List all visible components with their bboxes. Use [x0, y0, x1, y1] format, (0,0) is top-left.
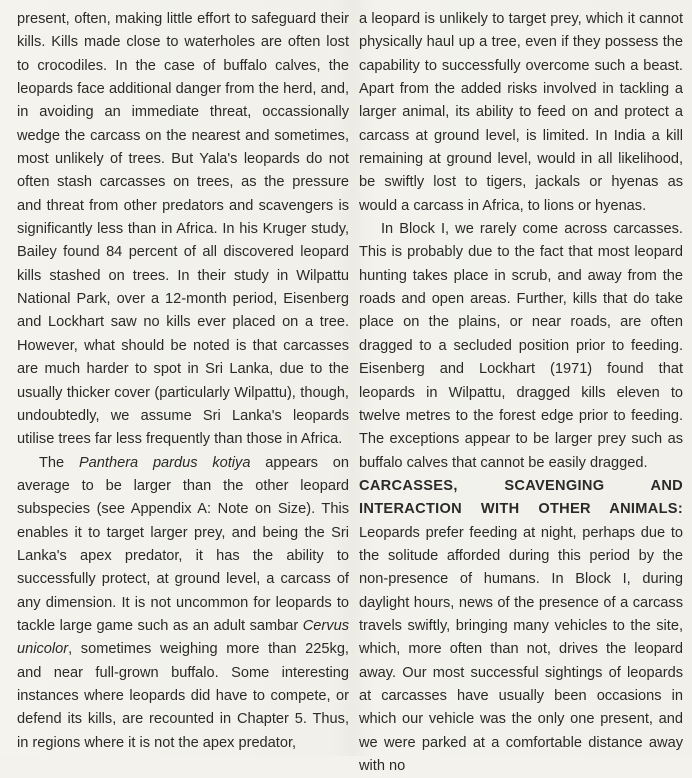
right-paragraph-2: In Block I, we rarely come across carcasses. This is probably due to the fact that most leopard hunting takes place in scrub, and away from the roads and open areas. Further, kills that do take place on the plains, or near roads, are often dragged to a secluded position prior to feeding. Eisenberg and Lockhart (1971) found that leopards in Wilpattu, dragged kills eleven to twelve metres to the forest edge prior to feeding. The exceptions appear to be larger prey such as buffalo calves that cannot be easily dragged. [359, 221, 683, 471]
section-heading: CARCASSES, SCAVENGING AND INTERACTION WITH OTHER ANIMALS: [359, 477, 683, 518]
right-column [359, 8, 683, 778]
left-column [17, 8, 349, 755]
right-paragraph-3-body: Leopards prefer feeding at night, perhaps due to the solitude afforded during this period by the non-presence of humans. In Block I, during daylight hours, news of the presence of a carcass travels swiftly, bringing many vehicles to the site, which, more often than not, drives the leopard away. Our most successful sightings of leopards at carcasses have usually been occasions in which our vehicle was the only one present, and we were parked at a comfortable distance away with no [359, 524, 683, 774]
left-paragraph-2 [17, 452, 349, 755]
right-paragraph-3 [359, 475, 683, 778]
left-paragraph-1: present, often, making little effort to safeguard their kills. Kills made close to waterholes are often lost to crocodiles. In the case of buffalo calves, the leopards face additional danger from the herd, and, in avoiding an immediate threat, occassionally wedge the carcass on the nearest and sometimes, most unlikely of trees. But Yala's leopards do not often stash carcasses on trees, as the pressure and threat from other predators and scavengers is significantly less than in Africa. In his Kruger study, Bailey found 84 percent of all discovered leopard kills stashed on trees. In their study in Wilpattu National Park, over a 12-month period, Eisenberg and Lockhart saw no kills ever placed on a tree. However, what should be noted is that carcasses are much harder to spot in Sri Lanka, due to the usually thicker cover (particularly Wilpattu), though, undoubtedly, we assume Sri Lanka's leopards utilise trees far less frequently than those in Africa. [17, 11, 349, 448]
right-paragraph-1: a leopard is unlikely to target prey, which it cannot physically haul up a tree, even if they possess the capability to successfully overcome such a beast. Apart from the added risks involved in tackling a larger animal, its ability to feed on and protect a carcass at ground level, is limited. In India a kill remaining at ground level, would in all likelihood, be swiftly lost to tigers, jackals or hyenas as would a carcass in Africa, to lions or hyenas. [359, 11, 683, 214]
left-paragraph-2-lead: The [39, 454, 79, 471]
left-paragraph-2-body: appears on average to be larger than the other leopard subspecies (see Appendix A: Note on Size). This enables it to target larger prey, and being the Sri Lanka's apex predator, it has the ability to successfully protect, at ground level, a carcass of any dimension. It is not uncommon for leopards to tackle large game such as an adult sambar [17, 454, 349, 634]
species-name-italic: Panthera pardus kotiya [78, 454, 251, 471]
sambar-latin-italic: Cervus unicolor [17, 617, 349, 658]
left-paragraph-2-tail: , sometimes weighing more than 225kg, and near full-grown buffalo. Some interesting instances where leopards did have to compete, or defend its kills, are recounted in Chapter 5. Thus, in regions where it is not the apex predator, [17, 641, 349, 751]
